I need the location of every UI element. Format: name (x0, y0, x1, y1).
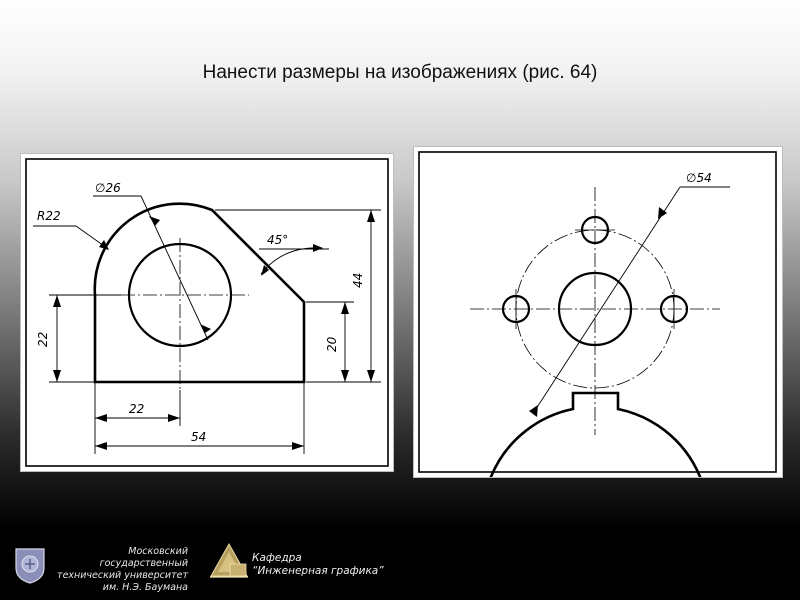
university-emblem (14, 546, 46, 589)
arrow-44-bottom (367, 370, 375, 382)
department-logo (208, 542, 250, 585)
label-20: 20 (325, 336, 339, 352)
left-drawing (21, 154, 393, 471)
right-drawing (414, 147, 782, 477)
label-44: 44 (351, 272, 365, 288)
radius-label: R22 (37, 209, 61, 223)
diameter-label: ∅26 (95, 181, 121, 195)
arrow-22h-right (168, 414, 180, 422)
department-line-2: “Инженерная графика” (252, 565, 384, 577)
arrow-22v-top (53, 295, 61, 307)
arrow-54-right (292, 442, 304, 450)
department-name (252, 552, 384, 578)
slide-title: Нанести размеры на изображениях (рис. 64) (202, 62, 598, 83)
diameter-arrow-top (149, 216, 160, 226)
diameter-label: ∅54 (686, 171, 712, 185)
angle-arrow-right (313, 244, 323, 252)
university-line-3: им. Н.Э. Баумана (102, 582, 188, 593)
arrow-20-bottom (341, 370, 349, 382)
label-22-horizontal: 22 (129, 402, 145, 416)
label-54: 54 (191, 430, 207, 444)
drawing-frame (419, 152, 776, 472)
arrow-20-top (341, 302, 349, 314)
arrow-54-left (95, 442, 107, 450)
right-drawing-panel (413, 146, 783, 478)
arrow-22h-left (95, 414, 107, 422)
university-name (48, 546, 188, 594)
diameter-leader (534, 187, 680, 412)
department-line-1: Кафедра (252, 552, 302, 564)
part-outline (95, 204, 304, 382)
arrow-22v-bottom (53, 370, 61, 382)
label-22-vertical: 22 (36, 331, 50, 347)
drawing-frame (26, 159, 388, 466)
diameter-arrow-bottom (200, 324, 211, 333)
arrow-44-top (367, 210, 375, 222)
university-line-2: технический университет (57, 570, 188, 581)
angle-arc (261, 248, 321, 274)
angle-label: 45° (267, 233, 289, 247)
disk-outline (483, 393, 709, 477)
left-drawing-panel (20, 153, 394, 472)
university-line-1: Московский государственный (99, 546, 188, 569)
diameter-arrow-bottom (529, 405, 538, 417)
